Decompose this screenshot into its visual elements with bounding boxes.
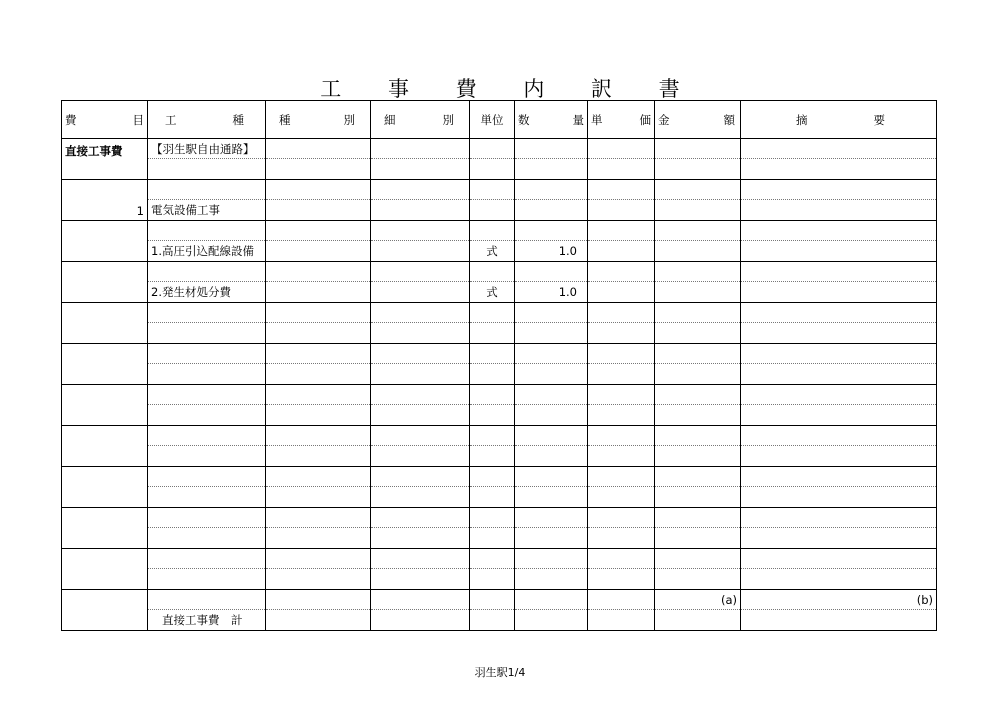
- table-row: [62, 508, 937, 528]
- table-row: [62, 487, 937, 508]
- table-row: [62, 426, 937, 446]
- item-qty-cell: 1.0: [515, 241, 588, 262]
- total-row: [62, 590, 937, 610]
- table-row: [62, 200, 937, 221]
- header-suryo: 数 量: [515, 101, 588, 139]
- item-qty-cell: 1.0: [515, 282, 588, 303]
- table-row: [62, 241, 937, 262]
- item-unit-cell: 式: [470, 241, 515, 262]
- cost-category-cell: 直接工事費: [62, 139, 148, 180]
- item-name-cell: 1.高圧引込配線設備: [148, 241, 266, 262]
- total-label-cell: 直接工事費 計: [148, 610, 266, 631]
- table-row: [62, 528, 937, 549]
- table-row: [62, 303, 937, 323]
- total-row: [62, 610, 937, 631]
- project-name-cell: 【羽生駅自由通路】: [148, 139, 266, 159]
- section-number-cell: 1: [62, 180, 148, 221]
- table-row: [62, 405, 937, 426]
- table-row: [62, 569, 937, 590]
- section-name-cell: 電気設備工事: [148, 200, 266, 221]
- header-kingaku: 金 額: [655, 101, 741, 139]
- breakdown-table: [61, 100, 937, 631]
- table-row: [62, 282, 937, 303]
- header-shubetsu: 種 別: [266, 101, 371, 139]
- header-tanka: 単 価: [588, 101, 655, 139]
- header-tani: 単位: [470, 101, 515, 139]
- header-himoku: 費 目: [62, 101, 148, 139]
- header-saibetsu: 細 別: [371, 101, 470, 139]
- table-row: [62, 385, 937, 405]
- total-mark-a: (a): [655, 590, 741, 610]
- item-name-cell: 2.発生材処分費: [148, 282, 266, 303]
- table-row: [62, 180, 937, 200]
- item-unit-cell: 式: [470, 282, 515, 303]
- table-row: [62, 467, 937, 487]
- table-row: [62, 549, 937, 569]
- document-title: 工 事 費 内 訳 書: [320, 77, 700, 101]
- table-row: [62, 159, 937, 180]
- page-footer: 羽生駅1/4: [474, 666, 526, 679]
- table-row: [62, 364, 937, 385]
- total-mark-b: (b): [741, 590, 937, 610]
- header-row: [62, 101, 937, 139]
- table-row: [62, 139, 937, 159]
- header-koushu: 工 種: [148, 101, 266, 139]
- table-row: [62, 221, 937, 241]
- table-row: [62, 446, 937, 467]
- table-row: [62, 323, 937, 344]
- table-row: [62, 344, 937, 364]
- table-row: [62, 262, 937, 282]
- header-tekiyo: 摘 要: [741, 101, 937, 139]
